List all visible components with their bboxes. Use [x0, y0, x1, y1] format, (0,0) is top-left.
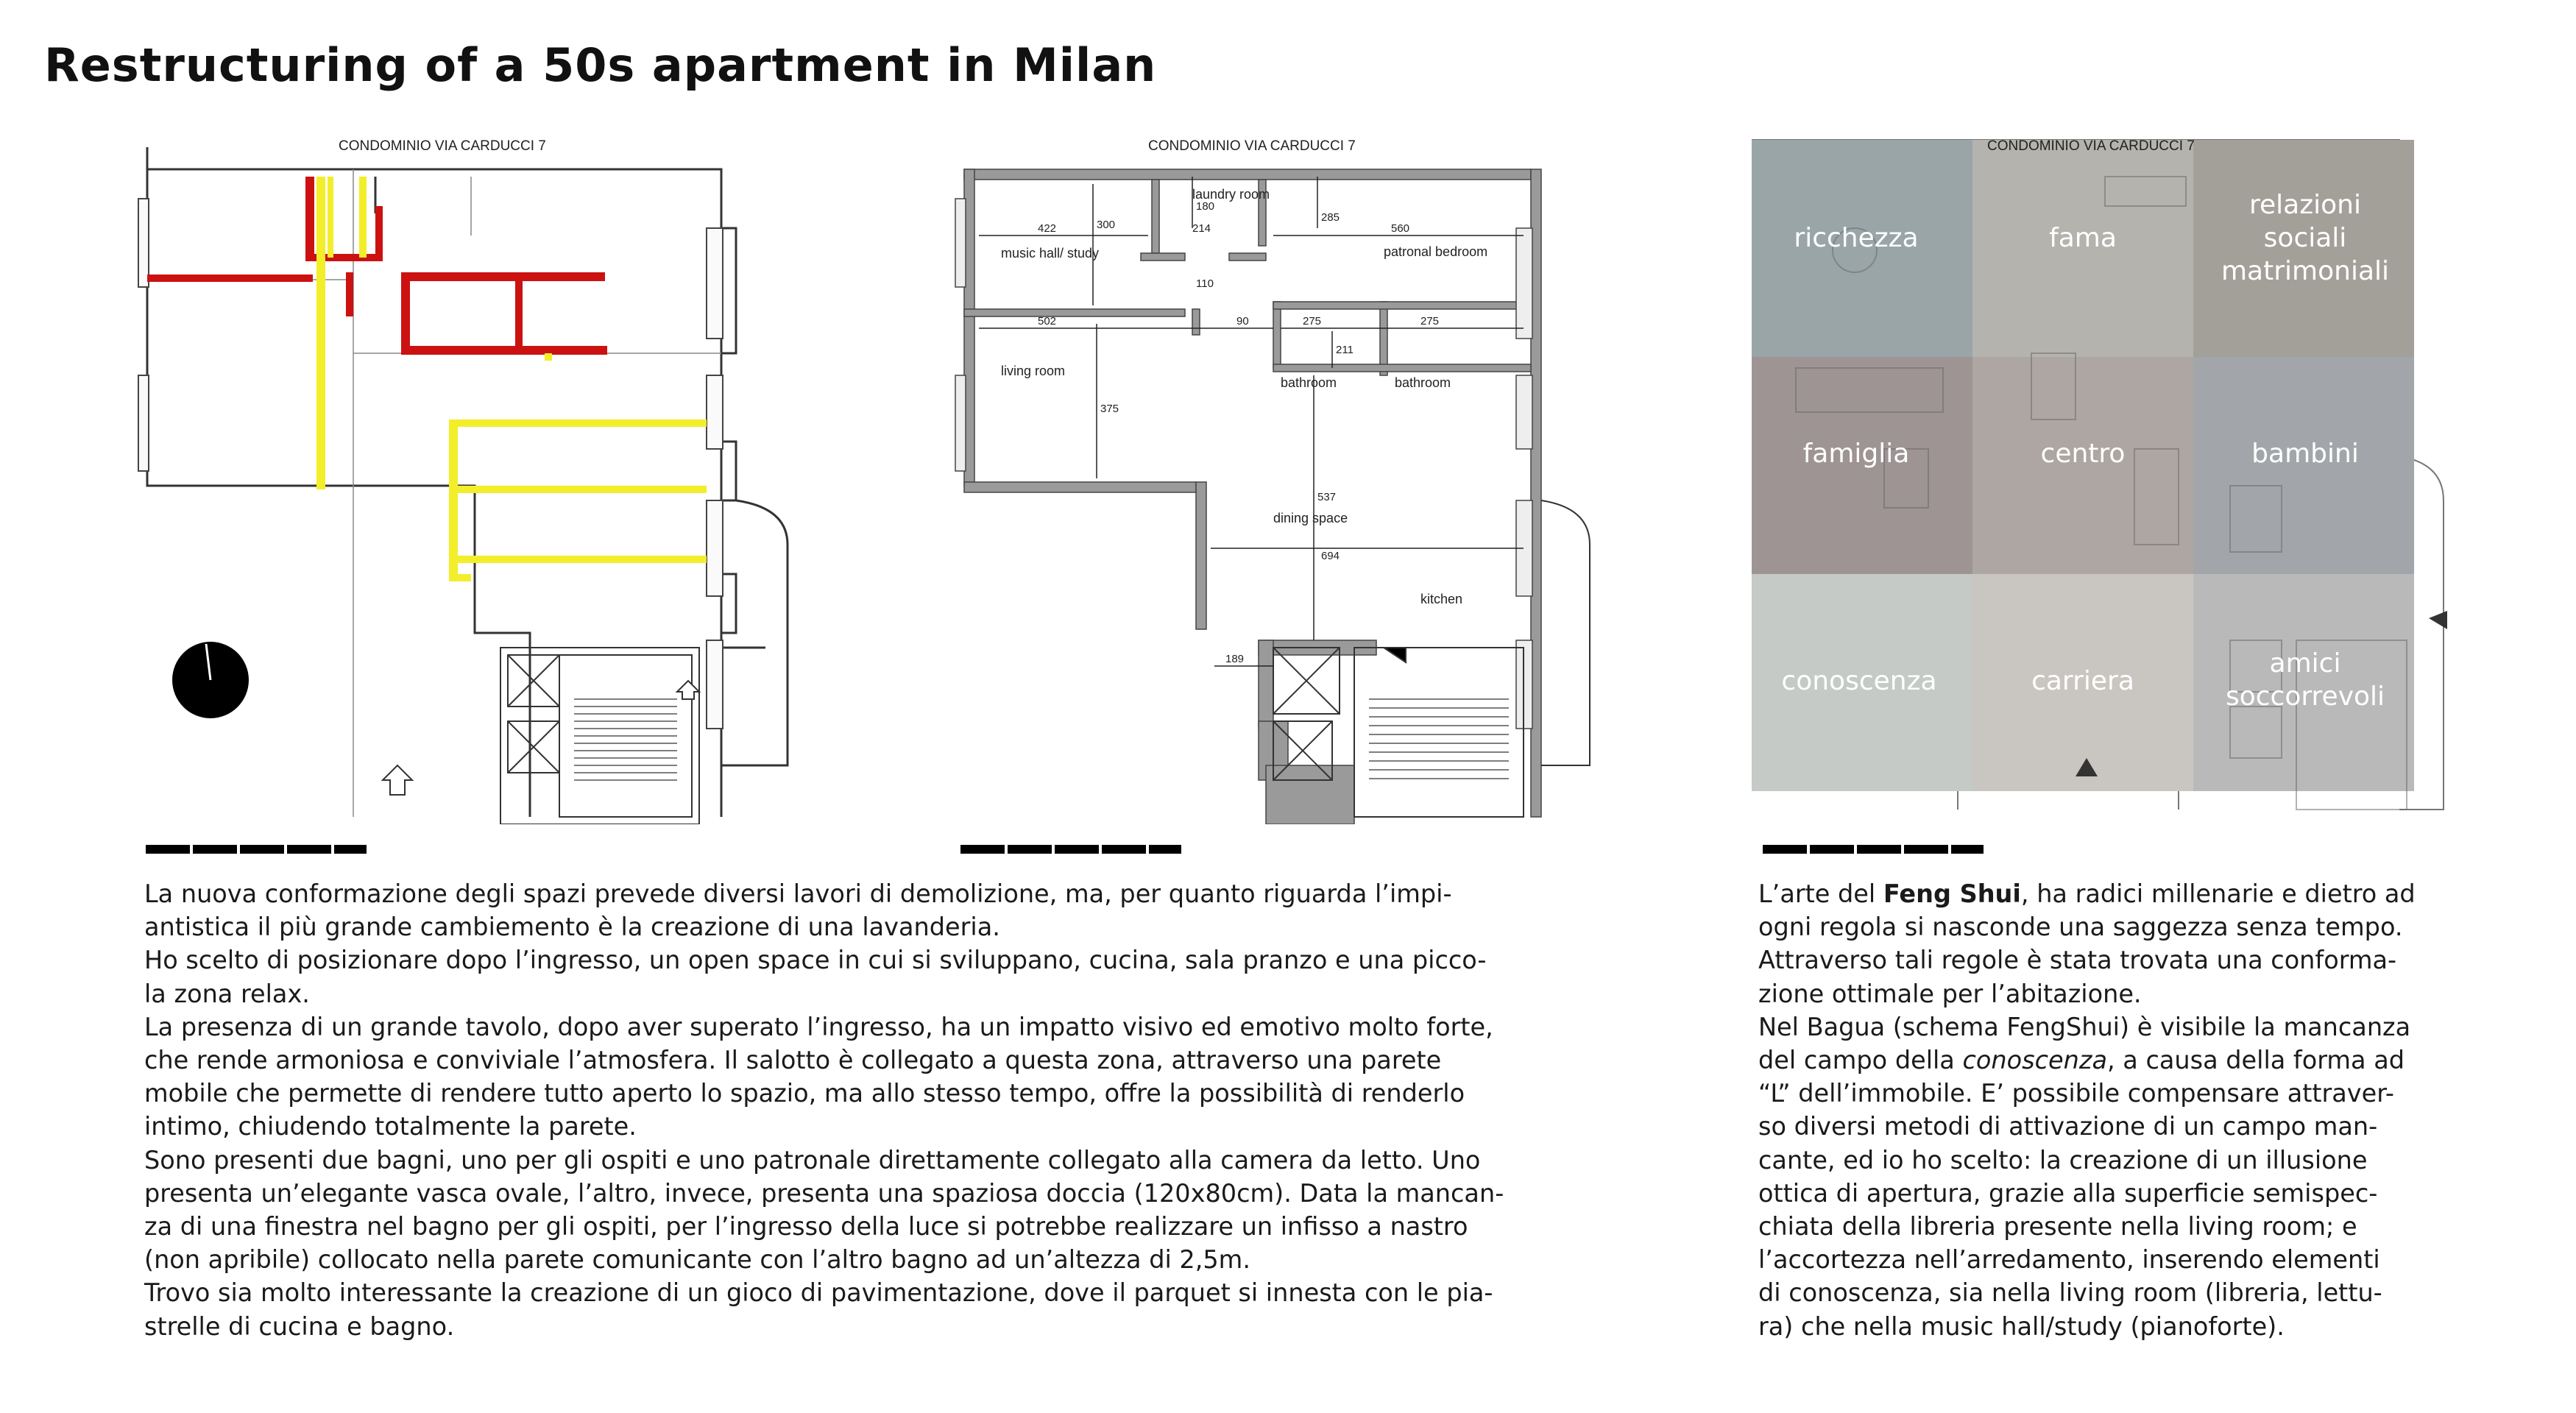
zone-label-relazioni-2: sociali: [2263, 223, 2347, 253]
entry-arrow-icon: [2429, 611, 2447, 629]
zone-label-carriera: carriera: [2031, 666, 2134, 696]
building-label: CONDOMINIO VIA CARDUCCI 7: [1148, 138, 1356, 154]
text-line: Nel Bagua (schema FengShui) è visibile la mancanza: [1758, 1012, 2411, 1041]
room-bath-2: bathroom: [1395, 375, 1451, 390]
text-line: so diversi metodi di attivazione di un campo man-: [1758, 1112, 2378, 1141]
room-dining: dining space: [1273, 511, 1348, 525]
text-line: strelle di cucina e bagno.: [144, 1311, 455, 1341]
dim-422: 422: [1038, 222, 1057, 235]
demolition-walls: [147, 177, 607, 355]
feng-shui-bold: Feng Shui: [1883, 879, 2021, 908]
dim-90: 90: [1236, 315, 1249, 327]
dim-189: 189: [1225, 653, 1245, 665]
text-line: Ho scelto di posizionare dopo l’ingresso, un open space in cui si sviluppano, cucina, sala pranzo e una picco-: [144, 946, 1487, 975]
text-line: la zona relax.: [144, 979, 310, 1008]
text-line: “L” dell’immobile. E’ possibile compensare attraver-: [1758, 1079, 2394, 1108]
dim-300: 300: [1097, 219, 1116, 231]
text-span: L’arte del: [1758, 879, 1883, 908]
dim-375: 375: [1100, 403, 1119, 415]
text-line: za di una finestra nel bagno per gli ospiti, per l’ingresso della luce si potrebbe realizzare un infisso a nastro: [144, 1212, 1468, 1242]
zone-label-relazioni-3: matrimoniali: [2221, 256, 2390, 286]
project-plan: [949, 132, 1656, 824]
zone-label-ricchezza: ricchezza: [1794, 223, 1919, 253]
dim-180: 180: [1196, 200, 1215, 213]
dim-560: 560: [1391, 222, 1410, 235]
zone-label-centro: centro: [2040, 439, 2126, 469]
text-line: ottica di apertura, grazie alla superficie semispec-: [1758, 1178, 2378, 1208]
text-line: antistica il più grande cambiemento è la creazione di una lavanderia.: [144, 913, 1000, 942]
zone-label-bambini: bambini: [2251, 439, 2359, 469]
zone-label-amici-1: amici: [2269, 648, 2341, 679]
room-bath-1: bathroom: [1281, 375, 1337, 390]
room-laundry: laundry room: [1192, 187, 1270, 202]
zone-label-famiglia: famiglia: [1802, 439, 1910, 469]
room-living: living room: [1001, 364, 1066, 378]
dim-502: 502: [1038, 315, 1057, 327]
zone-label-conoscenza: conoscenza: [1781, 666, 1937, 696]
text-line: di conoscenza, sia nella living room (libreria, lettu-: [1758, 1278, 2382, 1308]
text-line: Attraverso tali regole è stata trovata una conforma-: [1758, 946, 2397, 975]
text-line: l’accortezza nell’arredamento, inserendo elementi: [1758, 1245, 2380, 1275]
dim-694: 694: [1321, 550, 1340, 562]
text-line: cante, ed io ho scelto: la creazione di un illusione: [1758, 1145, 2368, 1175]
text-line: [1758, 877, 2465, 910]
description-text: [144, 877, 1609, 1343]
dim-275a: 275: [1303, 315, 1322, 327]
text-line: zione ottimale per l’abitazione.: [1758, 979, 2142, 1008]
zone-label-fama: fama: [2049, 223, 2117, 253]
text-line: che rende armoniosa e conviviale l’atmosfera. Il salotto è collegato a questa zona, attraverso una parete: [144, 1046, 1442, 1075]
fengshui-text: [1758, 877, 2465, 1343]
page-title: Restructuring of a 50s apartment in Milan: [44, 38, 1157, 92]
room-kitchen: kitchen: [1420, 592, 1463, 606]
dim-211: 211: [1336, 344, 1354, 356]
text-line: ra) che nella music hall/study (pianoforte).: [1758, 1311, 2285, 1341]
text-span: del campo della: [1758, 1046, 1963, 1075]
text-span: , ha radici millenarie e dietro ad: [2020, 879, 2416, 908]
text-line: La nuova conformazione degli spazi prevede diversi lavori di demolizione, ma, per quanto riguarda l’impi-: [144, 879, 1452, 908]
text-line: (non apribile) collocato nella parete comunicante con l’altro bagno ad un’altezza di 2,5m.: [144, 1245, 1250, 1275]
text-line: chiata della libreria presente nella living room; e: [1758, 1212, 2357, 1242]
project-plan-drawing: [949, 132, 1656, 824]
building-label: CONDOMINIO VIA CARDUCCI 7: [339, 138, 546, 154]
bagua-plan: [1752, 132, 2488, 824]
room-patronal: patronal bedroom: [1384, 244, 1488, 259]
dim-537: 537: [1317, 491, 1337, 503]
demolition-plan: [132, 132, 839, 824]
scale-bar: [1763, 845, 1984, 854]
room-music: music hall/ study: [1001, 246, 1100, 261]
zone-label-amici-2: soccorrevoli: [2225, 681, 2385, 712]
text-line: mobile che permette di rendere tutto aperto lo spazio, ma allo stesso tempo, offre la possibilità di renderlo: [144, 1079, 1465, 1108]
building-label: CONDOMINIO VIA CARDUCCI 7: [1987, 138, 2195, 154]
demolition-plan-drawing: [132, 132, 839, 824]
text-line: intimo, chiudendo totalmente la parete.: [144, 1112, 637, 1141]
dim-214: 214: [1192, 222, 1211, 235]
dim-275b: 275: [1420, 315, 1440, 327]
scale-bar: [960, 845, 1181, 854]
new-walls: [316, 177, 707, 581]
text-line: La presenza di un grande tavolo, dopo aver superato l’ingresso, ha un impatto visivo ed emotivo molto forte,: [144, 1012, 1493, 1041]
text-line: [1758, 1044, 2465, 1077]
dim-285: 285: [1321, 211, 1340, 224]
text-line: presenta un’elegante vasca ovale, l’altro, invece, presenta una spaziosa doccia (120x80cm). Data la mancan-: [144, 1178, 1504, 1208]
text-line: ogni regola si nasconde una saggezza senza tempo.: [1758, 913, 2403, 942]
conoscenza-italic: conoscenza: [1962, 1046, 2107, 1075]
text-line: Sono presenti due bagni, uno per gli ospiti e uno patronale direttamente collegato alla camera da letto. Uno: [144, 1145, 1481, 1175]
bagua-diagram: [1752, 132, 2488, 824]
zone-label-relazioni-1: relazioni: [2249, 190, 2361, 220]
scale-bar: [146, 845, 367, 854]
text-line: Trovo sia molto interessante la creazione di un gioco di pavimentazione, dove il parquet si innesta con le pia-: [144, 1278, 1493, 1308]
text-span: , a causa della forma ad: [2106, 1046, 2405, 1075]
dim-110: 110: [1196, 277, 1214, 290]
